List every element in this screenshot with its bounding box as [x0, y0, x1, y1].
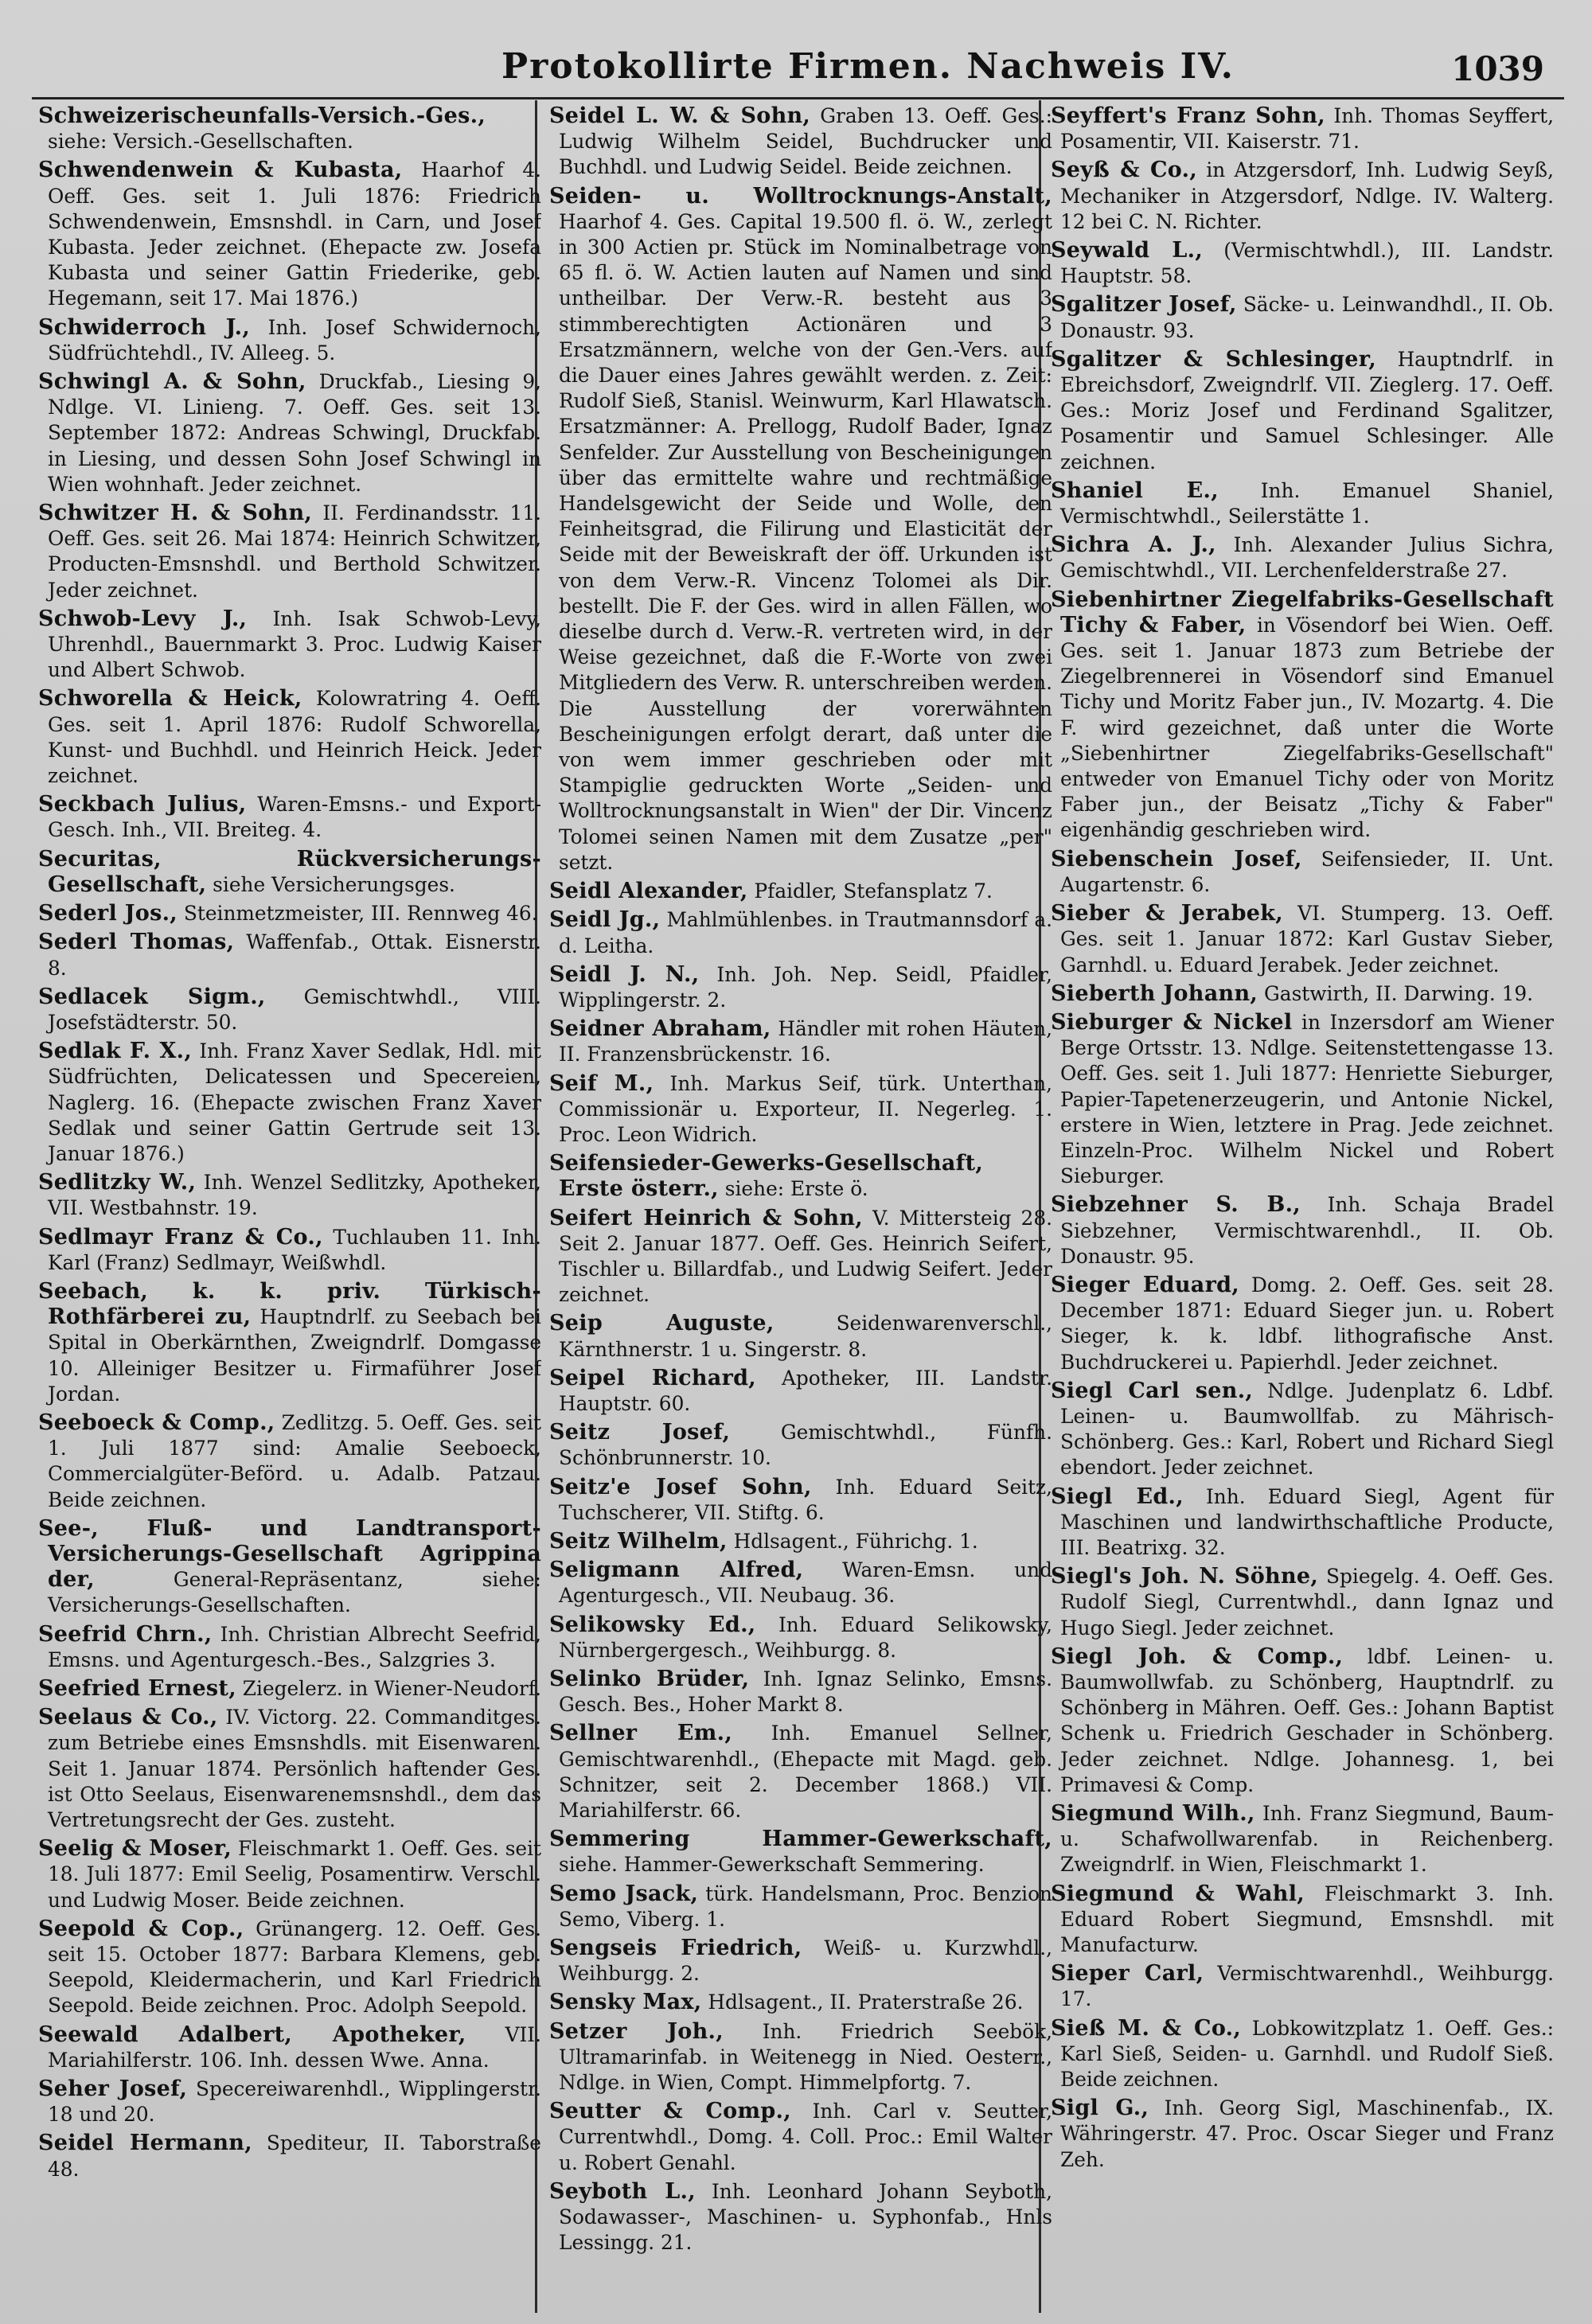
- directory-entry: [38, 1836, 541, 1913]
- directory-entry: [549, 1721, 1052, 1823]
- firm-details: Haarhof 4. Ges. Capital 19.500 fl. ö. W., zerlegt in 300 Actien pr. Stück im Nominalbetrage von 65 fl. ö. W. Actien lauten auf Namen und sind untheilbar. Der Verw.-R. besteht aus 3 stimmberechtigten Actionären und 3 Ersatzmännern, welche von der Gen.-Vers. auf die Dauer eines Jahres gewählt werden. z. Zeit: Rudolf Sieß, Stanisl. Weinwurm, Karl Hlawatsch. Ersatzmänner: A. Prellogg, Rudolf Bader, Ignaz Senfelder. Zur Ausstellung von Bescheinigungen über das ermittelte wahre und rechtmäßige Handelsgewicht der Seide und Wolle, den Feinheitsgrad, die Filirung und Elasticität der Seide mit der Beweiskraft der öff. Urkunden ist von dem Verw.-R. Vincenz Tolomei als Dir. bestellt. Die F. der Ges. wird in allen Fällen, wo dieselbe durch d. Verw.-R. vertreten wird, in der Weise gezeichnet, daß die F.-Worte von zwei Mitgliedern des Verw. R. unterschreiben werden. Die Ausstellung der vorerwähnten Bescheinigungen erfolgt derart, daß unter die von wem immer geschrieben oder mit Stampiglie gedruckten Worte „Seiden- und Wolltrocknungsanstalt in Wien" der Dir. Vincenz Tolomei seinen Namen mit dem Zusatze „per" setzt.: [559, 209, 1052, 874]
- firm-name: Setzer Joh.,: [549, 2018, 724, 2044]
- directory-entry: [38, 2022, 541, 2073]
- firm-name: Schworella & Heick,: [38, 686, 302, 712]
- directory-entry: [38, 847, 541, 898]
- directory-entry: [549, 103, 1052, 181]
- firm-details: Hauptndrlf. zu Seebach bei Spital in Oberkärnthen, Zweigndrlf. Domgasse 10. Alleiniger Besitzer u. Firmaführer Josef Jordan.: [48, 1305, 541, 1406]
- firm-name: Seiden- u. Wolltrocknungs-Anstalt,: [549, 183, 1052, 209]
- firm-details: Inh. Emanuel Sellner, Gemischtwarenhdl., (Ehepacte mit Magd. geb. Schnitzer, seit 2. December 1868.) VII. Mariahilferstr. 66.: [559, 1722, 1052, 1822]
- page-number: 1039: [1451, 49, 1544, 88]
- firm-name: Seebach, k. k. priv. Türkisch-Rothfärberei zu,: [38, 1278, 541, 1330]
- directory-entry: [1051, 587, 1554, 844]
- firm-name: Shaniel E.,: [1051, 478, 1219, 503]
- firm-details: Inh. Ignaz Selinko, Emsns. Gesch. Bes., Hoher Markt 8.: [559, 1667, 1052, 1717]
- firm-name: Seyboth L.,: [549, 2178, 696, 2204]
- directory-entry: [549, 2179, 1052, 2256]
- firm-name: Schwendenwein & Kubasta,: [38, 158, 403, 183]
- firm-details: in Vösendorf bei Wien. Oeff. Ges. seit 1. Januar 1873 zum Betriebe der Ziegelbrennerei in Vösendorf sind Emanuel Tichy und Moritz Faber jun., IV. Mozartg. 4. Die F. wird gezeichnet, daß unter die Worte „Siebenhirtner Ziegelfabriks-Gesellschaft" entweder von Emanuel Tichy oder von Moritz Faber jun., der Beisatz „Tichy & Faber" eigenhändig geschrieben wird.: [1060, 613, 1554, 842]
- directory-entry: [1051, 2096, 1554, 2173]
- directory-entry: [1051, 238, 1554, 289]
- directory-entry: [549, 2019, 1052, 2096]
- firm-details: Waren-Emsns.- und Export-Gesch. Inh., VII. Breiteg. 4.: [48, 793, 541, 842]
- firm-name: Sgalitzer & Schlesinger,: [1051, 346, 1377, 372]
- firm-details: Säcke- u. Leinwandhdl., II. Ob. Donaustr. 93.: [1060, 293, 1554, 342]
- firm-details: Inh. Thomas Seyffert, Posamentir, VII. Kaiserstr. 71.: [1060, 104, 1554, 154]
- directory-entry: [38, 1676, 541, 1702]
- firm-name: Schwiderroch J.,: [38, 314, 251, 340]
- firm-details: Seifensieder, II. Unt. Augartenstr. 6.: [1060, 847, 1554, 896]
- directory-entry: [1051, 478, 1554, 529]
- directory-entry: [1051, 347, 1554, 475]
- directory-entry: [1051, 158, 1554, 235]
- firm-details: Inh. Eduard Seitz, Tuchscherer, VII. Stiftg. 6.: [559, 1475, 1052, 1524]
- firm-name: Seyffert's Franz Sohn,: [1051, 103, 1325, 128]
- firm-name: Sieberth Johann,: [1051, 981, 1258, 1006]
- directory-entry: [549, 1475, 1052, 1526]
- directory-entry: [549, 879, 1052, 904]
- firm-name: Seidl J. N.,: [549, 961, 700, 987]
- firm-details: V. Mittersteig 28. Seit 2. Januar 1877. Oeff. Ges. Heinrich Seifert, Tischler u. Billardfab., und Ludwig Seifert. Jeder zeichnet.: [559, 1206, 1052, 1307]
- firm-details: Inh. Schaja Bradel Siebzehner, Vermischtwarenhdl., II. Ob. Donaustr. 95.: [1060, 1193, 1554, 1268]
- firm-details: Seidenwarenverschl., Kärnthnerstr. 1 u. Singerstr. 8.: [559, 1312, 1052, 1361]
- firm-name: Sedlitzky W.,: [38, 1170, 197, 1195]
- firm-details: Mahlmühlenbes. in Trautmannsdorf a. d. Leitha.: [559, 908, 1052, 957]
- firm-details: Waren-Emsn. und Agenturgesch., VII. Neubaug. 36.: [559, 1558, 1052, 1608]
- firm-name: Siegl Joh. & Comp.,: [1051, 1644, 1344, 1669]
- firm-details: Tuchlauben 11. Inh. Karl (Franz) Sedlmayr, Weißwhdl.: [48, 1225, 541, 1274]
- firm-name: Securitas, Rückversicherungs-Gesellschaft,: [38, 846, 541, 897]
- firm-name: Selikowsky Ed.,: [549, 1612, 756, 1637]
- directory-entry: [1051, 532, 1554, 583]
- firm-name: Selinko Brüder,: [549, 1666, 750, 1691]
- firm-details: Inh. Georg Sigl, Maschinenfab., IX. Währingerstr. 47. Proc. Oscar Sieger und Franz Zeh.: [1060, 2096, 1554, 2171]
- firm-name: Seitz'e Josef Sohn,: [549, 1474, 812, 1499]
- firm-name: Seckbach Julius,: [38, 792, 247, 817]
- directory-entry: [549, 1612, 1052, 1663]
- firm-details: Inh. Eduard Siegl, Agent für Maschinen und landwirthschaftliche Producte, III. Beatrixg. 32.: [1060, 1484, 1554, 1559]
- directory-entry: [549, 1016, 1052, 1067]
- directory-entry: [38, 158, 541, 311]
- directory-entry: [1051, 1881, 1554, 1959]
- directory-entry: [38, 369, 541, 497]
- firm-name: Seligmann Alfred,: [549, 1558, 804, 1583]
- firm-details: Inh. Leonhard Johann Seyboth, Sodawasser-, Maschinen- u. Syphonfab., Hnls Lessingg. 21.: [559, 2179, 1052, 2255]
- firm-name: Sieburger & Nickel: [1051, 1009, 1293, 1035]
- directory-entry: [1051, 1961, 1554, 2012]
- firm-details: Pfaidler, Stefansplatz 7.: [754, 879, 993, 903]
- firm-name: Sedlacek Sigm.,: [38, 984, 266, 1009]
- firm-name: Seyß & Co.,: [1051, 158, 1198, 183]
- firm-details: Inh. Alexander Julius Sichra, Gemischtwhdl., VII. Lerchenfelderstraße 27.: [1060, 533, 1554, 583]
- directory-entry: [1051, 292, 1554, 343]
- firm-name: Siegl Ed.,: [1051, 1484, 1184, 1509]
- firm-details: Spediteur, II. Taborstraße 48.: [48, 2131, 541, 2181]
- firm-details: Waffenfab., Ottak. Eisnerstr. 8.: [48, 930, 541, 980]
- firm-name: Sieger Eduard,: [1051, 1272, 1239, 1297]
- firm-name: Sensky Max,: [549, 1990, 702, 2015]
- firm-name: Seidl Alexander,: [549, 879, 748, 904]
- firm-details: Inh. Christian Albrecht Seefrid, Emsns. und Agenturgesch.-Bes., Salzgries 3.: [48, 1622, 541, 1671]
- firm-details: Inh. Josef Schwidernoch, Südfrüchtehdl., IV. Alleeg. 5.: [48, 315, 541, 365]
- directory-entry: [38, 792, 541, 843]
- firm-details: Inh. Emanuel Shaniel, Vermischtwhdl., Seilerstätte 1.: [1060, 478, 1554, 528]
- firm-details: IV. Victorg. 22. Commanditges. zum Betriebe eines Emsnshdls. mit Eisenwaren. Seit 1. Januar 1874. Persönlich haftender Ges. ist Otto Seelaus, Eisenwarenemsnshdl., dem das Vertretungsrecht der Ges. zusteht.: [48, 1706, 541, 1831]
- firm-name: Sedlmayr Franz & Co.,: [38, 1224, 323, 1250]
- directory-entry: [549, 1558, 1052, 1608]
- firm-name: Seywald L.,: [1051, 238, 1204, 263]
- firm-name: Schweizerischeunfalls-Versich.-Ges.,: [38, 103, 486, 128]
- firm-details: Vermischtwarenhdl., Weihburgg. 17.: [1060, 1962, 1554, 2011]
- directory-entry: [1051, 2016, 1554, 2093]
- directory-entry: [549, 1071, 1052, 1148]
- firm-details: Ndlge. Judenplatz 6. Ldbf. Leinen- u. Baumwollfab. zu Mährisch-Schönberg. Ges.: Karl, Robert und Richard Siegl ebendort. Jeder zeichnet.: [1060, 1378, 1554, 1480]
- running-title: Protokollirte Firmen. Nachweis IV.: [501, 46, 1235, 87]
- firm-name: Seidner Abraham,: [549, 1016, 771, 1042]
- firm-name: Seifert Heinrich & Sohn,: [549, 1205, 863, 1230]
- firm-name: Siebenschein Josef,: [1051, 846, 1302, 872]
- firm-details: VII. Mariahilferstr. 106. Inh. dessen Wwe. Anna.: [48, 2022, 541, 2072]
- directory-entry: [1051, 901, 1554, 978]
- firm-name: Seewald Adalbert, Apotheker,: [38, 2022, 466, 2047]
- directory-entry: [549, 907, 1052, 958]
- firm-details: Inh. Eduard Selikowsky, Nürnbergergesch., Weihburgg. 8.: [559, 1612, 1052, 1662]
- firm-name: Siebenhirtner Ziegelfabriks-Gesellschaft Tichy & Faber,: [1051, 587, 1554, 638]
- directory-entry: [38, 501, 541, 603]
- firm-details: siehe: Versich.-Gesellschaften.: [48, 130, 353, 154]
- firm-details: Druckfab., Liesing 9, Ndlge. VI. Linieng. 7. Oeff. Ges. seit 13. September 1872: Andreas Schwingl, Druckfab. in Liesing, und dessen Sohn Josef Schwingl in Wien wohnhaft. Jeder zeichnet.: [48, 370, 541, 496]
- firm-details: Hdlsagent., II. Praterstraße 26.: [708, 1991, 1024, 2014]
- firm-details: Inh. Carl v. Seutter, Currentwhdl., Domg. 4. Coll. Proc.: Emil Walter u. Robert Genahl.: [559, 2100, 1052, 2174]
- column-3: [1051, 103, 1554, 2308]
- firm-details: (Vermischtwhdl.), III. Landstr. Hauptstr. 58.: [1060, 239, 1554, 288]
- directory-entry: [549, 2099, 1052, 2176]
- firm-name: Seif M.,: [549, 1070, 654, 1096]
- firm-details: Fleischmarkt 1. Oeff. Ges. seit 18. Juli 1877: Emil Seelig, Posamentirw. Verschl. und Ludwig Moser. Beide zeichnen.: [48, 1837, 541, 1912]
- directory-entry: [38, 1410, 541, 1513]
- directory-entry: [549, 1151, 1052, 1202]
- firm-details: Hauptndrlf. in Ebreichsdorf, Zweigndrlf. VII. Zieglerg. 17. Oeff. Ges.: Moriz Josef und Ferdinand Sgalitzer, Posamentir und Samuel Schlesinger. Alle zeichnen.: [1060, 347, 1554, 474]
- directory-entry: [1051, 1010, 1554, 1189]
- firm-name: Seher Josef,: [38, 2076, 188, 2102]
- directory-entry: [549, 1936, 1052, 1987]
- firm-name: Sengseis Friedrich,: [549, 1936, 802, 1961]
- directory-entry: [38, 2131, 541, 2182]
- firm-name: Siegmund & Wahl,: [1051, 1881, 1305, 1906]
- firm-name: Sieber & Jerabek,: [1051, 901, 1283, 926]
- firm-name: Schwingl A. & Sohn,: [38, 369, 306, 395]
- page-header: [0, 41, 1592, 99]
- directory-entry: [1051, 981, 1554, 1007]
- directory-entry: [38, 2076, 541, 2127]
- firm-details: Fleischmarkt 3. Inh. Eduard Robert Siegmund, Emsnshdl. mit Manufacturw.: [1060, 1881, 1554, 1957]
- firm-details: II. Ferdinandsstr. 11. Oeff. Ges. seit 26. Mai 1874: Heinrich Schwitzer, Producten-Emsnshdl. und Berthold Schwitzer. Jeder zeichnet.: [48, 501, 541, 602]
- firm-details: Grünangerg. 12. Oeff. Ges. seit 15. October 1877: Barbara Klemens, geb. Seepold, Kleidermacherin, und Karl Friedrich Seepold. Beide zeichnen. Proc. Adolph Seepold.: [48, 1917, 541, 2018]
- firm-details: General-Repräsentanz, siehe: Versicherungs-Gesellschaften.: [48, 1568, 541, 1617]
- firm-name: Seipel Richard,: [549, 1365, 756, 1390]
- directory-entry: [1051, 847, 1554, 898]
- firm-name: Sgalitzer Josef,: [1051, 292, 1237, 318]
- firm-details: Inh. Franz Siegmund, Baum- u. Schafwollwarenfab. in Reichenberg. Zweigndrlf. in Wien, Fleischmarkt 1.: [1060, 1802, 1554, 1877]
- directory-entry: [38, 315, 541, 366]
- firm-details: Inh. Joh. Nep. Seidl, Pfaidler, Wipplingerstr. 2.: [559, 962, 1052, 1012]
- firm-details: Apotheker, III. Landstr. Hauptstr. 60.: [559, 1366, 1052, 1415]
- firm-details: Gemischtwhdl., VIII. Josefstädterstr. 50.: [48, 985, 541, 1034]
- firm-details: in Atzgersdorf, Inh. Ludwig Seyß, Mechaniker in Atzgersdorf, Ndlge. IV. Walterg. 12 bei C. N. Richter.: [1060, 158, 1554, 233]
- firm-details: Inh. Wenzel Sedlitzky, Apotheker, VII. Westbahnstr. 19.: [48, 1171, 541, 1220]
- firm-name: Sellner Em.,: [549, 1721, 733, 1746]
- firm-name: Seidel L. W. & Sohn,: [549, 103, 811, 128]
- firm-name: See-, Fluß- und Landtransport-Versicherungs-Gesellschaft Agrippina der,: [38, 1515, 541, 1593]
- directory-entry: [38, 1705, 541, 1833]
- firm-details: Spiegelg. 4. Oeff. Ges. Rudolf Siegl, Currentwhdl., dann Ignaz und Hugo Siegl. Jeder zeichnet.: [1060, 1565, 1554, 1640]
- directory-entry: [38, 1039, 541, 1167]
- directory-entry: [38, 1225, 541, 1276]
- firm-details: siehe Versicherungsges.: [213, 872, 455, 896]
- directory-entry: [38, 686, 541, 789]
- directory-entry: [1051, 1273, 1554, 1375]
- directory-entry: [1051, 1484, 1554, 1562]
- firm-name: Seelig & Moser,: [38, 1836, 232, 1862]
- firm-name: Semo Jsack,: [549, 1881, 699, 1906]
- column-1: [38, 103, 541, 2308]
- directory-entry: [38, 1622, 541, 1673]
- firm-details: VI. Stumperg. 13. Oeff. Ges. seit 1. Januar 1872: Karl Gustav Sieber, Garnhdl. u. Eduard Jerabek. Jeder zeichnet.: [1060, 902, 1554, 977]
- directory-entry: [1051, 1378, 1554, 1481]
- firm-details: Inh. Isak Schwob-Levy, Uhrenhdl., Bauernmarkt 3. Proc. Ludwig Kaiser und Albert Schwob.: [48, 606, 541, 682]
- firm-name: Seefrid Chrn.,: [38, 1621, 213, 1647]
- firm-details: Domg. 2. Oeff. Ges. seit 28. December 1871: Eduard Sieger jun. u. Robert Sieger, k. k. ldbf. lithografische Anst. Buchdruckerei u. Papierhdl. Jeder zeichnet.: [1060, 1273, 1554, 1374]
- firm-details: Ziegelerz. in Wiener-Neudorf.: [242, 1676, 541, 1700]
- firm-name: Seepold & Cop.,: [38, 1916, 244, 1941]
- firm-name: Schwitzer H. & Sohn,: [38, 501, 313, 526]
- firm-details: Weiß- u. Kurzwhdl., Weihburgg. 2.: [559, 1936, 1052, 1986]
- firm-name: Seitz Wilhelm,: [549, 1528, 728, 1554]
- firm-details: Specereiwarenhdl., Wipplingerstr. 18 und 20.: [48, 2077, 541, 2127]
- directory-entry: [38, 930, 541, 981]
- directory-entry: [549, 1366, 1052, 1417]
- firm-name: Seefried Ernest,: [38, 1675, 236, 1701]
- directory-entry: [549, 1667, 1052, 1718]
- directory-entry: [38, 103, 541, 154]
- firm-details: ldbf. Leinen- u. Baumwollwfab. zu Schönberg, Hauptndrlf. zu Schönberg in Mähren. Oeff. Ges.: Johann Baptist Schenk u. Friedrich Geschader in Schönberg. Jeder zeichnet. Ndlge. Johannesg. 1, bei Primavesi & Comp.: [1060, 1644, 1554, 1796]
- header-rule: [32, 97, 1564, 99]
- directory-entry: [38, 901, 541, 926]
- firm-details: Inh. Franz Xaver Sedlak, Hdl. mit Südfrüchten, Delicatessen und Specereien, Naglerg. 16. (Ehepacte zwischen Franz Xaver Sedlak und seiner Gattin Gertrude seit 13. Januar 1876.): [48, 1039, 541, 1165]
- firm-details: Hdlsagent., Führichg. 1.: [733, 1529, 978, 1553]
- firm-details: siehe. Hammer-Gewerkschaft Semmering.: [559, 1853, 985, 1877]
- firm-name: Sederl Thomas,: [38, 930, 235, 955]
- directory-entry: [38, 1516, 541, 1619]
- firm-name: Sederl Jos.,: [38, 901, 178, 926]
- firm-details: Graben 13. Oeff. Ges.: Ludwig Wilhelm Seidel, Buchdrucker und Buchhdl. und Ludwig Seidel. Beide zeichnen.: [559, 104, 1052, 179]
- firm-name: Siegmund Wilh.,: [1051, 1801, 1255, 1826]
- directory-entry: [549, 1827, 1052, 1878]
- directory-entry: [1051, 1564, 1554, 1641]
- directory-entry: [38, 985, 541, 1035]
- firm-name: Seip Auguste,: [549, 1311, 775, 1336]
- directory-entry: [549, 1529, 1052, 1554]
- firm-details: türk. Handelsmann, Proc. Benzion Semo, Viberg. 1.: [559, 1881, 1052, 1931]
- firm-details: Steinmetzmeister, III. Rennweg 46.: [183, 902, 538, 926]
- directory-entry: [38, 606, 541, 684]
- firm-name: Seifensieder-Gewerks-Gesellschaft, Erste österr.,: [549, 1151, 984, 1202]
- directory-entry: [1051, 1644, 1554, 1798]
- firm-name: Sichra A. J.,: [1051, 532, 1216, 558]
- directory-entry: [1051, 103, 1554, 154]
- firm-name: Sieß M. & Co.,: [1051, 2015, 1242, 2041]
- firm-name: Schwob-Levy J.,: [38, 606, 248, 631]
- firm-name: Seidl Jg.,: [549, 907, 661, 933]
- firm-name: Seutter & Comp.,: [549, 2099, 791, 2124]
- firm-name: Siegl's Joh. N. Söhne,: [1051, 1564, 1319, 1589]
- firm-name: Sedlak F. X.,: [38, 1039, 193, 1064]
- firm-name: Seelaus & Co.,: [38, 1705, 218, 1730]
- directory-entry: [1051, 1192, 1554, 1269]
- directory-entry: [549, 1206, 1052, 1308]
- firm-name: Semmering Hammer-Gewerkschaft,: [549, 1827, 1052, 1852]
- firm-name: Seitz Josef,: [549, 1420, 731, 1445]
- firm-name: Sieper Carl,: [1051, 1961, 1204, 1987]
- firm-name: Sigl G.,: [1051, 2096, 1149, 2121]
- firm-details: Lobkowitzplatz 1. Oeff. Ges.: Karl Sieß, Seiden- u. Garnhdl. und Rudolf Sieß. Beide zeichnen.: [1060, 2016, 1554, 2092]
- firm-details: Kolowratring 4. Oeff. Ges. seit 1. April 1876: Rudolf Schworella, Kunst- und Buchhdl. und Heinrich Heick. Jeder zeichnet.: [48, 687, 541, 788]
- firm-details: Gemischtwhdl., Fünfh. Schönbrunnerstr. 10.: [559, 1421, 1052, 1470]
- firm-details: Händler mit rohen Häuten, II. Franzensbrückenstr. 16.: [559, 1017, 1052, 1066]
- firm-name: Seeboeck & Comp.,: [38, 1410, 275, 1435]
- directory-entry: [38, 1917, 541, 2019]
- firm-details: siehe: Erste ö.: [724, 1177, 868, 1201]
- directory-entry: [1051, 1801, 1554, 1878]
- firm-details: Inh. Friedrich Seebök, Ultramarinfab. in Weitenegg in Nied. Oesterr., Ndlge. in Wien, Compt. Himmelpfortg. 7.: [559, 2019, 1052, 2095]
- directory-entry: [549, 1420, 1052, 1471]
- directory-entry: [549, 1990, 1052, 2015]
- directory-entry: [549, 1881, 1052, 1932]
- firm-details: in Inzersdorf am Wiener Berge Ortsstr. 13. Ndlge. Seitenstettengasse 13. Oeff. Ges. seit 1. Juli 1877: Henriette Sieburger, Papier-Tapetenerzeugerin, und Antonie Nickel, erstere in Wien, letztere in Prag. Jede zeichnet. Einzeln-Proc. Wilhelm Nickel und Robert Sieburger.: [1060, 1010, 1554, 1188]
- directory-entry: [549, 184, 1052, 875]
- firm-name: Siegl Carl sen.,: [1051, 1378, 1254, 1403]
- directory-entry: [38, 1170, 541, 1221]
- firm-details: Gastwirth, II. Darwing. 19.: [1263, 981, 1534, 1005]
- firm-details: Haarhof 4. Oeff. Ges. seit 1. Juli 1876: Friedrich Schwendenwein, Emsnshdl. in Carn, und Josef Kubasta. Jeder zeichnet. (Ehepacte zw. Josefa Kubasta und seiner Gattin Friederike, geb. Hegemann, seit 17. Mai 1876.): [48, 158, 541, 310]
- firm-details: Zedlitzg. 5. Oeff. Ges. seit 1. Juli 1877 sind: Amalie Seeboeck, Commercialgüter-Beförd. u. Adalb. Patzau. Beide zeichnen.: [48, 1410, 541, 1511]
- firm-name: Siebzehner S. B.,: [1051, 1192, 1301, 1218]
- directory-entry: [549, 1311, 1052, 1362]
- directory-entry: [38, 1279, 541, 1407]
- firm-name: Seidel Hermann,: [38, 2131, 252, 2156]
- column-2: [549, 103, 1052, 2308]
- firm-details: Inh. Markus Seif, türk. Unterthan, Commissionär u. Exporteur, II. Negerleg. 1. Proc. Leon Widrich.: [559, 1071, 1052, 1146]
- directory-entry: [549, 962, 1052, 1013]
